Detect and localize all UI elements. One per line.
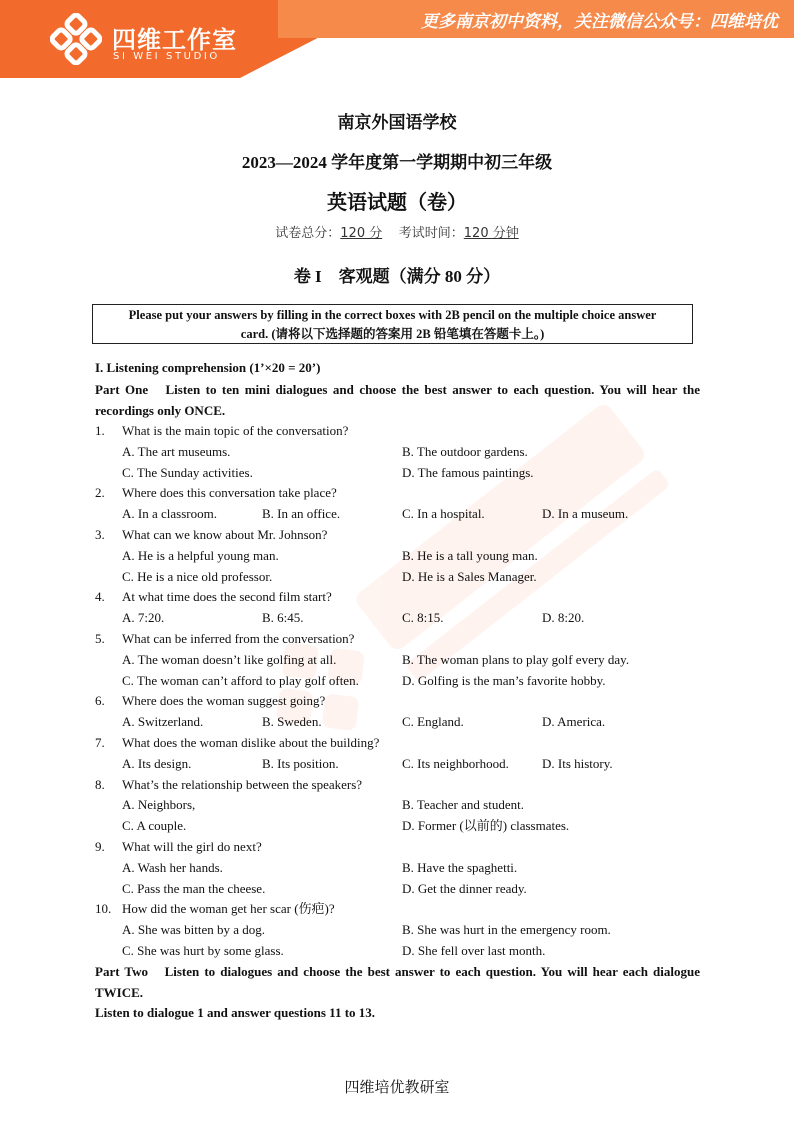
answer-option: C. The woman can’t afford to play golf often. (122, 673, 359, 688)
question-number: 7. (95, 735, 105, 750)
answer-option: D. Get the dinner ready. (402, 881, 527, 896)
answer-option: B. Teacher and student. (402, 797, 524, 812)
answer-option: B. Its position. (262, 756, 339, 771)
question-text: What’s the relationship between the speakers? (122, 777, 363, 792)
answer-option: C. Pass the man the cheese. (122, 881, 266, 896)
exam-meta (0, 222, 794, 241)
question-text: What will the girl do next? (122, 839, 262, 854)
answer-instruction-box (92, 304, 693, 344)
exam-subject: 英语试题（卷） (327, 192, 467, 214)
part-two-instruction: Part Two Listen to dialogues and choose the best answer to each question. You will hear each dialogue TWICE. (95, 964, 700, 1000)
question-number: 6. (95, 693, 105, 708)
question-number: 5. (95, 631, 105, 646)
answer-option: A. Its design. (122, 756, 192, 771)
question-text: What can we know about Mr. Johnson? (122, 527, 328, 542)
brand-subtitle: SI WEI STUDIO (113, 51, 220, 62)
answer-option: D. He is a Sales Manager. (402, 569, 537, 584)
page-footer: 四维培优教研室 (344, 1078, 450, 1096)
brand-name: 四维工作室 (112, 26, 237, 54)
promo-text: 更多南京初中资料，关注微信公众号：四维培优 (421, 12, 778, 32)
answer-option: C. Its neighborhood. (402, 756, 509, 771)
question-text: At what time does the second film start? (122, 589, 332, 604)
section-title: I. Listening comprehension (1’×20 = 20’) (95, 360, 321, 375)
total-score-label: 试卷总分： (275, 226, 341, 241)
studio-logo-icon (50, 13, 102, 65)
total-score-value: 120 分 (340, 226, 383, 241)
question-number: 2. (95, 485, 105, 500)
school-name: 南京外国语学校 (337, 113, 457, 132)
answer-option: D. She fell over last month. (402, 943, 546, 958)
answer-option: B. The outdoor gardens. (402, 444, 528, 459)
header-banner (0, 0, 794, 78)
notice-line-1: Please put your answers by filling in the correct boxes with 2B pencil on the multiple choice answer (128, 308, 657, 322)
answer-option: C. A couple. (122, 818, 187, 833)
answer-option: C. In a hospital. (402, 506, 485, 521)
answer-option: C. She was hurt by some glass. (122, 943, 284, 958)
answer-option: D. America. (542, 714, 606, 729)
banner-white-cutout (240, 38, 794, 78)
answer-option: A. Neighbors, (122, 797, 196, 812)
answer-option: C. The Sunday activities. (122, 465, 253, 480)
answer-option: D. Its history. (542, 756, 613, 771)
answer-option: B. In an office. (262, 506, 341, 521)
part-title: 卷 I 客观题（满分 80 分） (293, 267, 501, 286)
question-text: What does the woman dislike about the building? (122, 735, 380, 750)
answer-option: D. The famous paintings. (402, 465, 534, 480)
answer-option: B. He is a tall young man. (402, 548, 538, 563)
answer-option: D. In a museum. (542, 506, 629, 521)
question-number: 4. (95, 589, 105, 604)
question-number: 9. (95, 839, 105, 854)
answer-option: B. 6:45. (262, 610, 304, 625)
exam-time-value: 120 分钟 (463, 226, 519, 241)
answer-option: C. He is a nice old professor. (122, 569, 273, 584)
part-one-instruction: Part One Listen to ten mini dialogues and choose the best answer to each question. You will hear the recordings only ONCE. (95, 382, 700, 418)
answer-option: B. Sweden. (262, 714, 322, 729)
answer-option: D. Former (以前的) classmates. (402, 818, 570, 833)
answer-option: A. The woman doesn’t like golfing at all. (122, 652, 337, 667)
answer-option: A. The art museums. (122, 444, 231, 459)
answer-option: A. 7:20. (122, 610, 165, 625)
question-text: Where does this conversation take place? (122, 485, 337, 500)
answer-option: B. She was hurt in the emergency room. (402, 922, 611, 937)
question-number: 10. (95, 901, 112, 916)
answer-option: C. 8:15. (402, 610, 444, 625)
exam-time-label: 考试时间： (398, 226, 464, 241)
question-text: Where does the woman suggest going? (122, 693, 326, 708)
question-number: 3. (95, 527, 105, 542)
question-text: How did the woman get her scar (伤疤)? (122, 901, 335, 916)
answer-option: D. 8:20. (542, 610, 585, 625)
answer-option: A. Switzerland. (122, 714, 204, 729)
notice-line-2: card. (请将以下选择题的答案用 2B 铅笔填在答题卡上。) (240, 327, 545, 341)
answer-option: A. Wash her hands. (122, 860, 223, 875)
question-text: What is the main topic of the conversation? (122, 423, 349, 438)
answer-option: A. She was bitten by a dog. (122, 922, 265, 937)
answer-option: C. England. (402, 714, 464, 729)
answer-option: A. He is a helpful young man. (122, 548, 279, 563)
answer-option: B. The woman plans to play golf every day. (402, 652, 630, 667)
answer-option: A. In a classroom. (122, 506, 217, 521)
question-text: What can be inferred from the conversation? (122, 631, 355, 646)
answer-option: D. Golfing is the man’s favorite hobby. (402, 673, 606, 688)
dialogue-instruction: Listen to dialogue 1 and answer questions 11 to 13. (95, 1005, 376, 1020)
answer-option: B. Have the spaghetti. (402, 860, 518, 875)
question-number: 1. (95, 423, 105, 438)
exam-term: 2023—2024 学年度第一学期期中初三年级 (241, 153, 553, 172)
question-number: 8. (95, 777, 105, 792)
